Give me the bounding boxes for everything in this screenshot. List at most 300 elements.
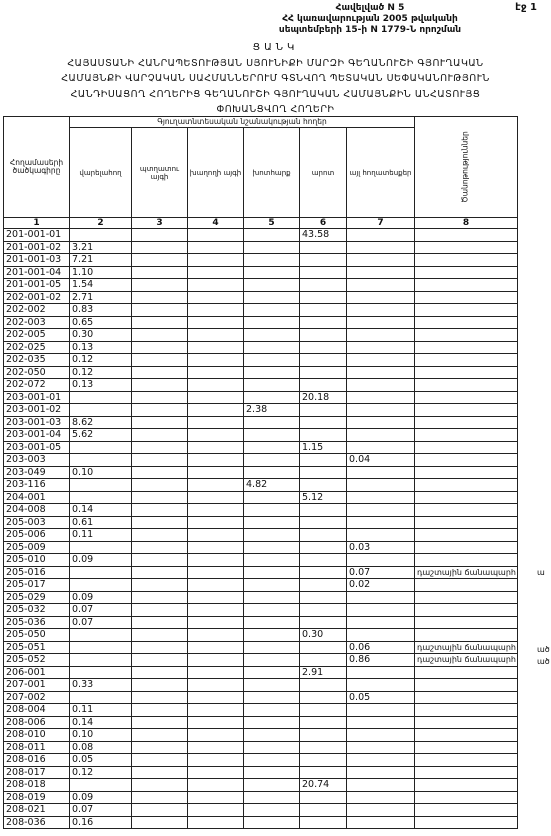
hayfield-cell [244, 279, 300, 292]
pasture-cell [300, 354, 347, 367]
notes-cell [415, 341, 518, 354]
orchard-cell [132, 629, 188, 642]
arable-cell: 7.21 [70, 254, 132, 267]
notes-cell [415, 754, 518, 767]
hayfield-cell [244, 679, 300, 692]
pasture-cell [300, 254, 347, 267]
other-land-cell [347, 504, 415, 517]
arable-cell [70, 579, 132, 592]
orchard-cell [132, 316, 188, 329]
arable-cell [70, 666, 132, 679]
other-land-cell [347, 766, 415, 779]
pasture-cell: 0.30 [300, 629, 347, 642]
vineyard-cell [188, 754, 244, 767]
vineyard-cell [188, 491, 244, 504]
arable-cell: 0.16 [70, 816, 132, 829]
hayfield-cell [244, 354, 300, 367]
code-cell: 202-005 [4, 329, 70, 342]
hayfield-cell [244, 254, 300, 267]
pasture-cell [300, 291, 347, 304]
hayfield-cell: 2.38 [244, 404, 300, 417]
arable-cell: 5.62 [70, 429, 132, 442]
arable-cell: 0.09 [70, 554, 132, 567]
pasture-cell [300, 716, 347, 729]
table-row [4, 579, 518, 592]
notes-cell [415, 266, 518, 279]
notes-cell [415, 429, 518, 442]
hayfield-cell [244, 541, 300, 554]
table-row [4, 816, 518, 829]
header-agricultural-group: Գյուղատնտեսական նշանակության հողեր [70, 117, 415, 128]
vineyard-cell [188, 379, 244, 392]
orchard-cell [132, 816, 188, 829]
hayfield-cell [244, 229, 300, 242]
vineyard-cell [188, 479, 244, 492]
pasture-cell [300, 504, 347, 517]
annex-line-1: Հավելված N 5 [335, 3, 405, 13]
table-row [4, 504, 518, 517]
table-row [4, 691, 518, 704]
table-row [4, 629, 518, 642]
pasture-cell [300, 816, 347, 829]
table-row [4, 279, 518, 292]
code-cell: 208-019 [4, 791, 70, 804]
vineyard-cell [188, 466, 244, 479]
other-land-cell: 0.05 [347, 691, 415, 704]
code-cell: 208-004 [4, 704, 70, 717]
table-row [4, 291, 518, 304]
table-row [4, 341, 518, 354]
orchard-cell [132, 516, 188, 529]
column-number: 8 [415, 218, 518, 229]
hayfield-cell [244, 316, 300, 329]
other-land-cell [347, 491, 415, 504]
other-land-cell [347, 441, 415, 454]
hayfield-cell [244, 766, 300, 779]
table-row [4, 391, 518, 404]
hayfield-cell [244, 491, 300, 504]
pasture-cell [300, 366, 347, 379]
orchard-cell [132, 529, 188, 542]
table-row [4, 554, 518, 567]
pasture-cell [300, 791, 347, 804]
arable-cell [70, 691, 132, 704]
pasture-cell [300, 591, 347, 604]
notes-cell [415, 779, 518, 792]
code-cell: 205-032 [4, 604, 70, 617]
arable-cell [70, 441, 132, 454]
arable-cell [70, 454, 132, 467]
arable-cell: 0.13 [70, 379, 132, 392]
arable-cell [70, 641, 132, 654]
vineyard-cell [188, 366, 244, 379]
table-row [4, 466, 518, 479]
arable-cell: 0.08 [70, 741, 132, 754]
header-notes-label: Ծանոթություններ [461, 131, 471, 203]
orchard-cell [132, 379, 188, 392]
table-row [4, 441, 518, 454]
hayfield-cell [244, 741, 300, 754]
pasture-cell [300, 454, 347, 467]
other-land-cell [347, 391, 415, 404]
hayfield-cell [244, 466, 300, 479]
notes-cell [415, 679, 518, 692]
other-land-cell [347, 754, 415, 767]
pasture-cell [300, 679, 347, 692]
header-col-3: պտղատու այգի [132, 128, 188, 218]
code-cell: 208-016 [4, 754, 70, 767]
notes-cell [415, 391, 518, 404]
orchard-cell [132, 491, 188, 504]
orchard-cell [132, 329, 188, 342]
arable-cell: 0.10 [70, 466, 132, 479]
table-row [4, 766, 518, 779]
vineyard-cell [188, 554, 244, 567]
hayfield-cell [244, 791, 300, 804]
pasture-cell [300, 616, 347, 629]
other-land-cell [347, 704, 415, 717]
arable-cell [70, 404, 132, 417]
table-body [4, 229, 518, 829]
hayfield-cell [244, 329, 300, 342]
pasture-cell [300, 541, 347, 554]
pasture-cell: 20.18 [300, 391, 347, 404]
column-number: 5 [244, 218, 300, 229]
table-row [4, 491, 518, 504]
annex-line-2: ՀՀ կառավարության 2005 թվականի [282, 14, 458, 24]
table-row [4, 429, 518, 442]
annex-line-3: սեպտեմբերի 15-ի N 1779-Ն որոշման [278, 25, 462, 35]
header-col-4: խաղողի այգի [188, 128, 244, 218]
hayfield-cell [244, 341, 300, 354]
notes-cell [415, 316, 518, 329]
pasture-cell [300, 316, 347, 329]
table-row [4, 616, 518, 629]
code-cell: 208-018 [4, 779, 70, 792]
table-row [4, 541, 518, 554]
orchard-cell [132, 566, 188, 579]
code-cell: 201-001-02 [4, 241, 70, 254]
notes-cell [415, 304, 518, 317]
hayfield-cell [244, 691, 300, 704]
code-cell: 207-002 [4, 691, 70, 704]
pasture-cell [300, 516, 347, 529]
column-number: 2 [70, 218, 132, 229]
other-land-cell [347, 291, 415, 304]
orchard-cell [132, 541, 188, 554]
other-land-cell [347, 629, 415, 642]
header-col-2: վարելահող [70, 128, 132, 218]
vineyard-cell [188, 279, 244, 292]
notes-cell [415, 466, 518, 479]
vineyard-cell [188, 591, 244, 604]
pasture-cell [300, 554, 347, 567]
arable-cell [70, 391, 132, 404]
notes-cell [415, 504, 518, 517]
orchard-cell [132, 716, 188, 729]
other-land-cell [347, 716, 415, 729]
code-cell: 203-001-05 [4, 441, 70, 454]
table-row [4, 591, 518, 604]
hayfield-cell [244, 566, 300, 579]
code-cell: 202-035 [4, 354, 70, 367]
arable-cell: 0.33 [70, 679, 132, 692]
column-number: 4 [188, 218, 244, 229]
pasture-cell [300, 604, 347, 617]
notes-cell: դաշտային ճանապարհ [415, 566, 518, 579]
orchard-cell [132, 654, 188, 667]
code-cell: 203-116 [4, 479, 70, 492]
vineyard-cell [188, 604, 244, 617]
hayfield-cell [244, 816, 300, 829]
code-cell: 203-001-03 [4, 416, 70, 429]
code-cell: 203-049 [4, 466, 70, 479]
pasture-cell [300, 741, 347, 754]
vineyard-cell [188, 779, 244, 792]
notes-cell [415, 579, 518, 592]
other-land-cell [347, 804, 415, 817]
notes-cell [415, 254, 518, 267]
hayfield-cell [244, 379, 300, 392]
notes-cell [415, 529, 518, 542]
orchard-cell [132, 804, 188, 817]
orchard-cell [132, 254, 188, 267]
pasture-cell [300, 341, 347, 354]
hayfield-cell [244, 604, 300, 617]
hayfield-cell [244, 654, 300, 667]
vineyard-cell [188, 441, 244, 454]
code-cell: 206-001 [4, 666, 70, 679]
code-cell: 202-050 [4, 366, 70, 379]
header-col-5: խոտհարք [244, 128, 300, 218]
code-cell: 203-001-01 [4, 391, 70, 404]
notes-cell: դաշտային ճանապարհ [415, 641, 518, 654]
title-line-2: ՀԱՄԱՅՆՔԻ ՎԱՐՉԱԿԱՆ ՍԱՀՄԱՆՆԵՐՈՒՄ ԳՏՆՎՈՂ ՊԵՏԱԿԱՆ ՍԵՓԱԿԱՆՈՒԹՅՈՒՆ [61, 73, 490, 84]
orchard-cell [132, 729, 188, 742]
arable-cell: 0.07 [70, 616, 132, 629]
orchard-cell [132, 341, 188, 354]
other-land-cell [347, 316, 415, 329]
hayfield-cell [244, 391, 300, 404]
pasture-cell [300, 804, 347, 817]
other-land-cell [347, 254, 415, 267]
land-table [3, 116, 518, 829]
notes-cell [415, 379, 518, 392]
clipped-margin-mark: ած [537, 645, 550, 654]
arable-cell: 1.10 [70, 266, 132, 279]
other-land-cell [347, 354, 415, 367]
vineyard-cell [188, 429, 244, 442]
orchard-cell [132, 641, 188, 654]
vineyard-cell [188, 404, 244, 417]
other-land-cell: 0.04 [347, 454, 415, 467]
code-cell: 203-003 [4, 454, 70, 467]
table-row [4, 229, 518, 242]
arable-cell: 0.07 [70, 604, 132, 617]
code-cell: 203-001-04 [4, 429, 70, 442]
vineyard-cell [188, 766, 244, 779]
vineyard-cell [188, 454, 244, 467]
code-cell: 208-036 [4, 816, 70, 829]
vineyard-cell [188, 266, 244, 279]
table-row [4, 566, 518, 579]
vineyard-cell [188, 254, 244, 267]
notes-cell [415, 554, 518, 567]
other-land-cell [347, 466, 415, 479]
table-row [4, 266, 518, 279]
hayfield-cell [244, 416, 300, 429]
arable-cell: 0.10 [70, 729, 132, 742]
orchard-cell [132, 754, 188, 767]
pasture-cell [300, 329, 347, 342]
vineyard-cell [188, 354, 244, 367]
code-cell: 201-001-05 [4, 279, 70, 292]
orchard-cell [132, 591, 188, 604]
notes-cell: դաշտային ճանապարհ [415, 654, 518, 667]
code-cell: 205-003 [4, 516, 70, 529]
table-row [4, 779, 518, 792]
other-land-cell [347, 304, 415, 317]
hayfield-cell [244, 704, 300, 717]
other-land-cell [347, 279, 415, 292]
notes-cell [415, 729, 518, 742]
orchard-cell [132, 666, 188, 679]
orchard-cell [132, 404, 188, 417]
hayfield-cell [244, 504, 300, 517]
notes-cell [415, 366, 518, 379]
table-row [4, 654, 518, 667]
hayfield-cell [244, 616, 300, 629]
vineyard-cell [188, 391, 244, 404]
vineyard-cell [188, 654, 244, 667]
other-land-cell [347, 341, 415, 354]
arable-cell: 0.05 [70, 754, 132, 767]
table-row [4, 741, 518, 754]
vineyard-cell [188, 691, 244, 704]
clipped-margin-mark: ած [537, 657, 550, 666]
pasture-cell: 43.58 [300, 229, 347, 242]
pasture-cell: 1.15 [300, 441, 347, 454]
hayfield-cell [244, 779, 300, 792]
notes-cell [415, 441, 518, 454]
clipped-margin-mark: ա [537, 568, 545, 577]
other-land-cell: 0.02 [347, 579, 415, 592]
hayfield-cell [244, 554, 300, 567]
code-cell: 205-009 [4, 541, 70, 554]
pasture-cell [300, 529, 347, 542]
code-cell: 207-001 [4, 679, 70, 692]
orchard-cell [132, 454, 188, 467]
notes-cell [415, 354, 518, 367]
other-land-cell [347, 679, 415, 692]
orchard-cell [132, 554, 188, 567]
notes-cell [415, 491, 518, 504]
arable-cell: 0.13 [70, 341, 132, 354]
hayfield-cell [244, 716, 300, 729]
other-land-cell: 0.86 [347, 654, 415, 667]
vineyard-cell [188, 416, 244, 429]
other-land-cell [347, 404, 415, 417]
other-land-cell [347, 241, 415, 254]
code-cell: 208-010 [4, 729, 70, 742]
orchard-cell [132, 691, 188, 704]
hayfield-cell [244, 641, 300, 654]
notes-cell [415, 629, 518, 642]
notes-cell [415, 404, 518, 417]
code-cell: 208-006 [4, 716, 70, 729]
other-land-cell [347, 666, 415, 679]
hayfield-cell [244, 804, 300, 817]
code-cell: 201-001-01 [4, 229, 70, 242]
code-cell: 205-050 [4, 629, 70, 642]
arable-cell: 0.11 [70, 704, 132, 717]
arable-cell: 0.65 [70, 316, 132, 329]
notes-cell [415, 616, 518, 629]
other-land-cell [347, 266, 415, 279]
orchard-cell [132, 416, 188, 429]
vineyard-cell [188, 704, 244, 717]
table-row [4, 679, 518, 692]
vineyard-cell [188, 816, 244, 829]
vineyard-cell [188, 316, 244, 329]
hayfield-cell [244, 754, 300, 767]
arable-cell [70, 229, 132, 242]
arable-cell [70, 779, 132, 792]
notes-cell [415, 716, 518, 729]
notes-cell [415, 541, 518, 554]
code-cell: 208-017 [4, 766, 70, 779]
other-land-cell [347, 604, 415, 617]
arable-cell [70, 654, 132, 667]
code-cell: 205-029 [4, 591, 70, 604]
table-row [4, 666, 518, 679]
vineyard-cell [188, 341, 244, 354]
pasture-cell [300, 416, 347, 429]
notes-cell [415, 516, 518, 529]
arable-cell: 2.71 [70, 291, 132, 304]
notes-cell [415, 804, 518, 817]
pasture-cell [300, 404, 347, 417]
pasture-cell [300, 241, 347, 254]
table-row [4, 479, 518, 492]
table-row [4, 704, 518, 717]
table-row [4, 604, 518, 617]
table-row [4, 404, 518, 417]
arable-cell [70, 566, 132, 579]
notes-cell [415, 816, 518, 829]
document-title [0, 40, 551, 118]
vineyard-cell [188, 641, 244, 654]
orchard-cell [132, 266, 188, 279]
arable-cell: 0.09 [70, 591, 132, 604]
other-land-cell [347, 366, 415, 379]
table-row [4, 329, 518, 342]
code-cell: 205-016 [4, 566, 70, 579]
title-head: ՑԱՆԿ [252, 42, 299, 53]
vineyard-cell [188, 679, 244, 692]
arable-cell: 1.54 [70, 279, 132, 292]
arable-cell: 0.09 [70, 791, 132, 804]
code-cell: 205-051 [4, 641, 70, 654]
other-land-cell: 0.07 [347, 566, 415, 579]
arable-cell: 0.07 [70, 804, 132, 817]
pasture-cell [300, 304, 347, 317]
pasture-cell [300, 704, 347, 717]
hayfield-cell [244, 629, 300, 642]
table-row [4, 804, 518, 817]
vineyard-cell [188, 579, 244, 592]
vineyard-cell [188, 529, 244, 542]
